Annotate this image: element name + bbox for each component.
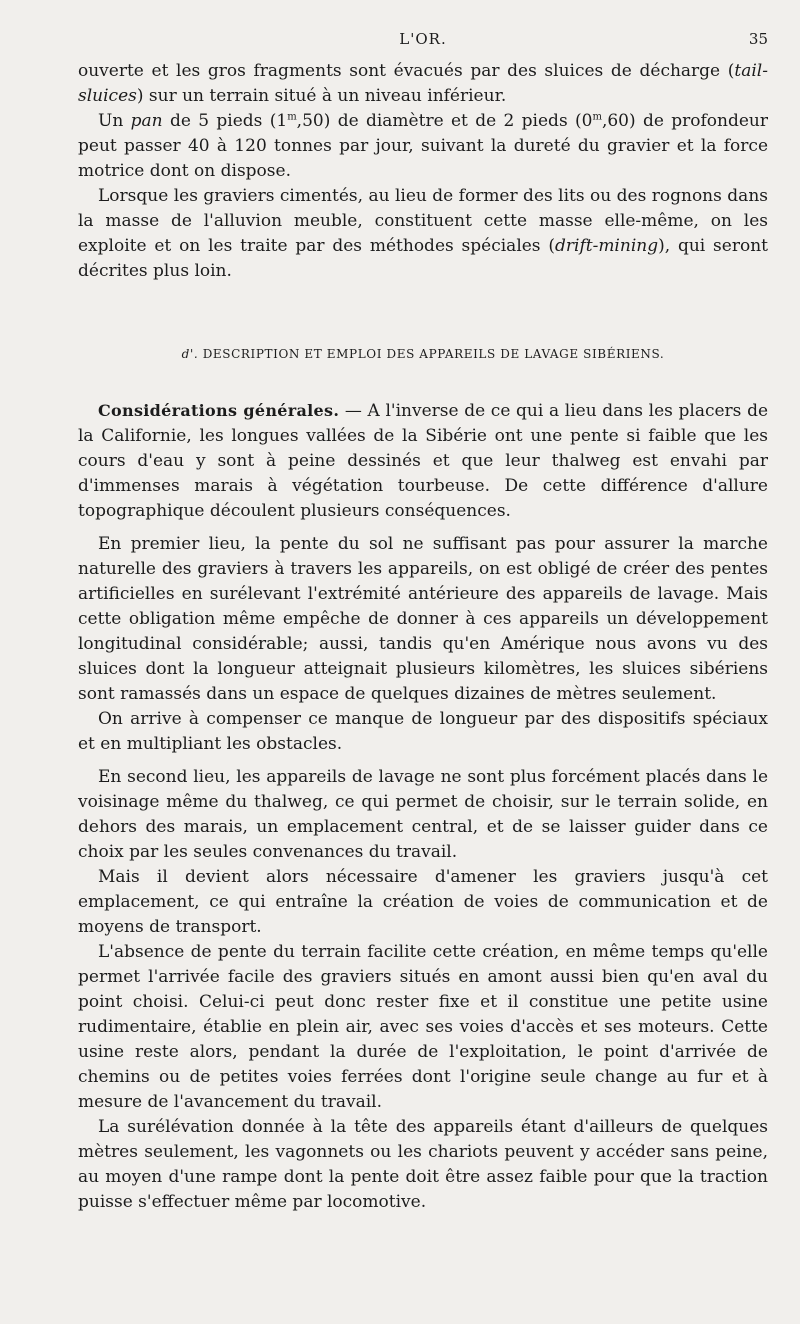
paragraph-pan: Un pan de 5 pieds (1$^m$,50) de diamètre et de 2 pieds (0$^m$,60) de profondeur peut passer 40 à 120 tonnes par jour, suivant la dureté du gravier et la force motrice dont on dispose.: [78, 111, 768, 181]
section-title: DESCRIPTION ET EMPLOI DES APPAREILS DE LAVAGE SIBÉRIENS.: [202, 347, 665, 361]
paragraph-considerations: Considérations générales. — A l'inverse de ce qui a lieu dans les placers de la Californie, les longues vallées de la Sibérie ont une pente si faible que les cours d'eau y sont à peine dessinés et que leur thalweg est envahi par d'immenses marais à végétation tourbeuse. De cette différence d'allure topographique découlent plusieurs conséquences.: [78, 401, 769, 521]
section-heading: [78, 347, 768, 361]
section-body: [78, 398, 768, 1215]
paragraph-absence-pente: L'absence de pente du terrain facilite cette création, en même temps qu'elle permet l'arrivée facile des graviers situés en amont aussi bien qu'en aval du point choisi. Celui-ci peut donc rester fixe et il constitue une petite usine rudimentaire, établie en plein air, avec ses voies d'accès et ses moteurs. Cette usine reste alors, pendant la durée de l'exploitation, le point d'arrivée de chemins ou de petites voies ferrées dont l'origine seule change au fur et à mesure de l'avancement du travail.: [78, 942, 768, 1112]
running-title: L'OR.: [399, 30, 447, 48]
paragraph-drift-mining: Lorsque les graviers cimentés, au lieu de former des lits ou des rognons dans la masse de l'alluvion meuble, constituent cette masse elle-même, on les exploite et on les traite par des méthodes spéciales (drift-mining), qui seront décrites plus loin.: [78, 186, 768, 281]
paragraph-continuation: ouverte et les gros fragments sont évacués par des sluices de décharge (tail-sluices) sur un terrain situé à un niveau inférieur.: [78, 61, 768, 106]
opening-text: [78, 59, 768, 284]
paragraph-premier-lieu: En premier lieu, la pente du sol ne suffisant pas pour assurer la marche naturelle des graviers à travers les appareils, on est obligé de créer des pentes artificielles en surélevant l'extrémité antérieure des appareils de lavage. Mais cette obligation même empêche de donner à ces appareils un développement longitudinal considérable; aussi, tandis qu'en Amérique nous avons vu des sluices dont la longueur atteignait plusieurs kilomètres, les sluices sibériens sont ramassés dans un espace de quelques dizaines de mètres seulement.: [78, 534, 768, 704]
page-header: [78, 30, 768, 54]
section-letter: d'.: [181, 347, 199, 361]
subheading: Considérations générales.: [98, 401, 340, 420]
paragraph-surelevation: La surélévation donnée à la tête des appareils étant d'ailleurs de quelques mètres seulement, les vagonnets ou les chariots peuvent y accéder sans peine, au moyen d'une rampe dont la pente doit être assez faible pour que la traction puisse s'effectuer même par locomotive.: [78, 1117, 768, 1212]
page-number: 35: [748, 30, 768, 48]
paragraph-second-lieu: En second lieu, les appareils de lavage ne sont plus forcément placés dans le voisinage même du thalweg, ce qui permet de choisir, sur le terrain solide, en dehors des marais, un emplacement central, et de se laisser guider dans ce choix par les seules convenances du travail.: [78, 767, 768, 862]
paragraph-emplacement: Mais il devient alors nécessaire d'amener les graviers jusqu'à cet emplacement, ce qui entraîne la création de voies de communication et de moyens de transport.: [78, 867, 768, 937]
paragraph-compenser: On arrive à compenser ce manque de longueur par des dispositifs spéciaux et en multipliant les obstacles.: [78, 709, 768, 754]
